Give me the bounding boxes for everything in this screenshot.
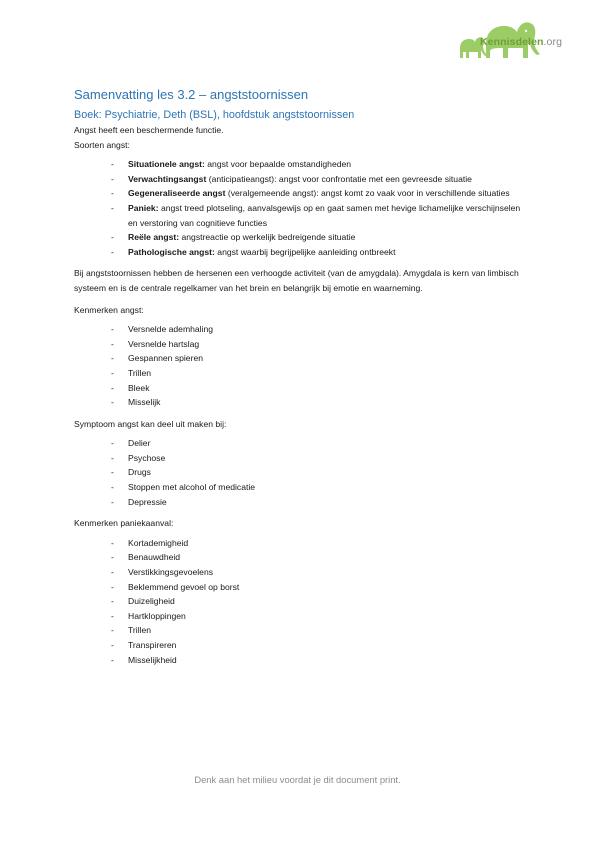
symptoom-heading: Symptoom angst kan deel uit maken bij: <box>74 418 227 429</box>
list-item: - Misselijk <box>74 395 534 410</box>
list-item: - Verstikkingsgevoelens <box>74 565 534 580</box>
amygdala-paragraph: Bij angststoornissen hebben de hersenen een verhoogde activiteit (van de amygdala). Amygdala is kern van limbisch systeem en is de centrale regelkamer van het brein en belangrijk bij emotie en waarneming. <box>74 268 519 293</box>
intro-line: Angst heeft een beschermende functie. <box>74 125 224 135</box>
list-item: - Verwachtingsangst (anticipatieangst): angst voor confrontatie met een gevreesde situatie <box>74 172 534 187</box>
list-item: - Kortademigheid <box>74 536 534 551</box>
list-item: - Bleek <box>74 381 534 396</box>
list-item: - Hartkloppingen <box>74 609 534 624</box>
list-item: - Paniek: angst treed plotseling, aanvalsgewijs op en gaat samen met hevige lichamelijke verschijnselen en verstoring van cognitieve functies <box>74 201 534 230</box>
list-item: - Stoppen met alcohol of medicatie <box>74 480 534 495</box>
logo-wordmark <box>480 36 562 48</box>
book-subtitle: Boek: Psychiatrie, Deth (BSL), hoofdstuk angststoornissen <box>74 109 355 121</box>
page-title: Samenvatting les 3.2 – angststoornissen <box>74 87 309 102</box>
paniek-heading: Kenmerken paniekaanval: <box>74 518 174 529</box>
soorten-angst-list <box>74 157 534 259</box>
list-item: - Trillen <box>74 623 534 638</box>
footer-note: Denk aan het milieu voordat je dit document print. <box>194 774 401 785</box>
paniekaanval-list <box>74 536 534 667</box>
list-item: - Transpireren <box>74 638 534 653</box>
logo-text-suffix: .org <box>543 36 563 48</box>
kenmerken-heading: Kenmerken angst: <box>74 304 144 315</box>
list-item: - Misselijkheid <box>74 653 534 668</box>
list-item: - Depressie <box>74 495 534 510</box>
list-item: - Reële angst: angstreactie op werkelijk bedreigende situatie <box>74 230 534 245</box>
list-item: - Psychose <box>74 451 534 466</box>
list-item: - Situationele angst: angst voor bepaalde omstandigheden <box>74 157 534 172</box>
list-item: - Gespannen spieren <box>74 351 534 366</box>
list-item: - Duizeligheid <box>74 594 534 609</box>
kennisdelen-logo <box>456 14 576 60</box>
list-item: - Versnelde hartslag <box>74 337 534 352</box>
kenmerken-angst-list <box>74 322 534 410</box>
list-item: - Pathologische angst: angst waarbij begrijpelijke aanleiding ontbreekt <box>74 245 534 260</box>
list-item: - Trillen <box>74 366 534 381</box>
symptoom-list <box>74 436 534 509</box>
document-body <box>74 86 534 674</box>
soorten-heading: Soorten angst: <box>74 139 130 150</box>
list-item: - Drugs <box>74 465 534 480</box>
list-item: - Versnelde ademhaling <box>74 322 534 337</box>
list-item: - Beklemmend gevoel op borst <box>74 580 534 595</box>
logo-text-main: Kennisdelen <box>480 36 544 48</box>
list-item: - Gegeneraliseerde angst (veralgemeende angst): angst komt zo vaak voor in verschillende situaties <box>74 186 534 201</box>
list-item: - Delier <box>74 436 534 451</box>
list-item: - Benauwdheid <box>74 550 534 565</box>
